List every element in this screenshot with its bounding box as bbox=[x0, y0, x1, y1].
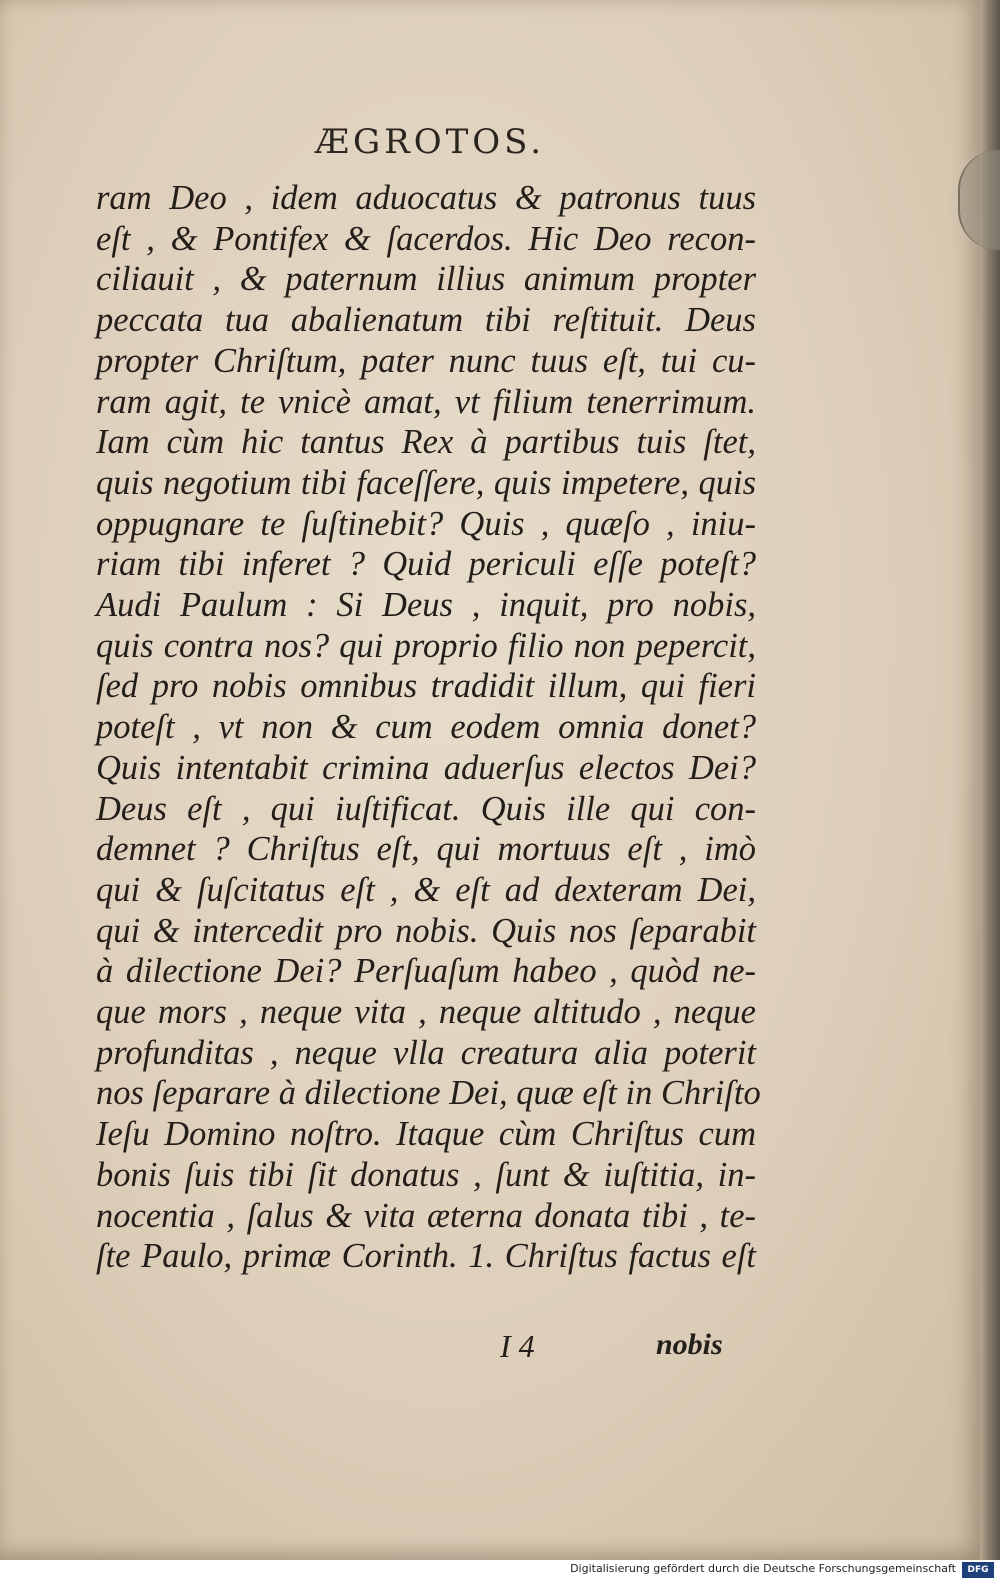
catchword: nobis bbox=[656, 1328, 723, 1361]
text-line: nocentia , ſalus & vita æterna donata tibi , te- bbox=[96, 1196, 756, 1235]
text-line: bonis ſuis tibi ſit donatus , ſunt & iuſtitia, in- bbox=[96, 1155, 756, 1194]
text-line: oppugnare te ſuſtinebit? Quis , quæſo , iniu- bbox=[96, 504, 756, 543]
text-line: nos ſeparare à dilectione Dei, quæ eſt in Chriſto bbox=[96, 1074, 761, 1113]
text-line: qui & ſuſcitatus eſt , & eſt ad dexteram Dei, bbox=[96, 870, 756, 909]
text-line: ram agit, te vnicè amat, vt filium tenerrimum. bbox=[96, 382, 756, 421]
text-line: ciliauit , & paternum illius animum propter bbox=[96, 260, 756, 299]
text-line: Quis intentabit crimina aduerſus electos Dei? bbox=[96, 748, 756, 787]
text-line: quis negotium tibi faceſſere, quis impetere, quis bbox=[96, 463, 756, 502]
text-line: ſed pro nobis omnibus tradidit illum, qui fieri bbox=[96, 667, 756, 706]
text-line: profunditas , neque vlla creatura alia poterit bbox=[96, 1033, 756, 1072]
text-line: quis contra nos? qui proprio filio non pepercit, bbox=[96, 626, 756, 665]
running-header: ÆGROTOS. bbox=[314, 122, 546, 162]
text-line: riam tibi inferet ? Quid periculi eſſe poteſt? bbox=[96, 545, 756, 584]
body-text bbox=[96, 178, 761, 1277]
text-line: demnet ? Chriſtus eſt, qui mortuus eſt , imò bbox=[96, 830, 756, 869]
signature-mark: I 4 bbox=[500, 1328, 535, 1364]
text-line: propter Chriſtum, pater nunc tuus eſt, tui cu- bbox=[96, 341, 756, 380]
text-line: Iam cùm hic tantus Rex à partibus tuis ſtet, bbox=[96, 423, 756, 462]
text-line: Ieſu Domino noſtro. Itaque cùm Chriſtus cum bbox=[96, 1115, 756, 1154]
text-line: Deus eſt , qui iuſtificat. Quis ille qui con- bbox=[96, 789, 756, 828]
dfg-logo-icon: DFG bbox=[962, 1562, 994, 1578]
funding-credit: Digitalisierung gefördert durch die Deutsche Forschungsgemeinschaft bbox=[570, 1562, 956, 1575]
text-line: Audi Paulum : Si Deus , inquit, pro nobis, bbox=[96, 586, 756, 625]
text-line: qui & intercedit pro nobis. Quis nos ſeparabit bbox=[96, 911, 756, 950]
text-line: à dilectione Dei? Perſuaſum habeo , quòd ne- bbox=[96, 952, 756, 991]
text-line: que mors , neque vita , neque altitudo , neque bbox=[96, 993, 756, 1032]
text-line: ram Deo , idem aduocatus & patronus tuus bbox=[96, 179, 756, 217]
text-line: ſte Paulo, primæ Corinth. 1. Chriſtus factus eſt bbox=[96, 1237, 756, 1276]
text-line: eſt , & Pontifex & ſacerdos. Hic Deo recon- bbox=[96, 219, 756, 258]
text-line: peccata tua abalienatum tibi reſtituit. Deus bbox=[96, 301, 756, 340]
text-line: poteſt , vt non & cum eodem omnia donet? bbox=[96, 708, 756, 747]
